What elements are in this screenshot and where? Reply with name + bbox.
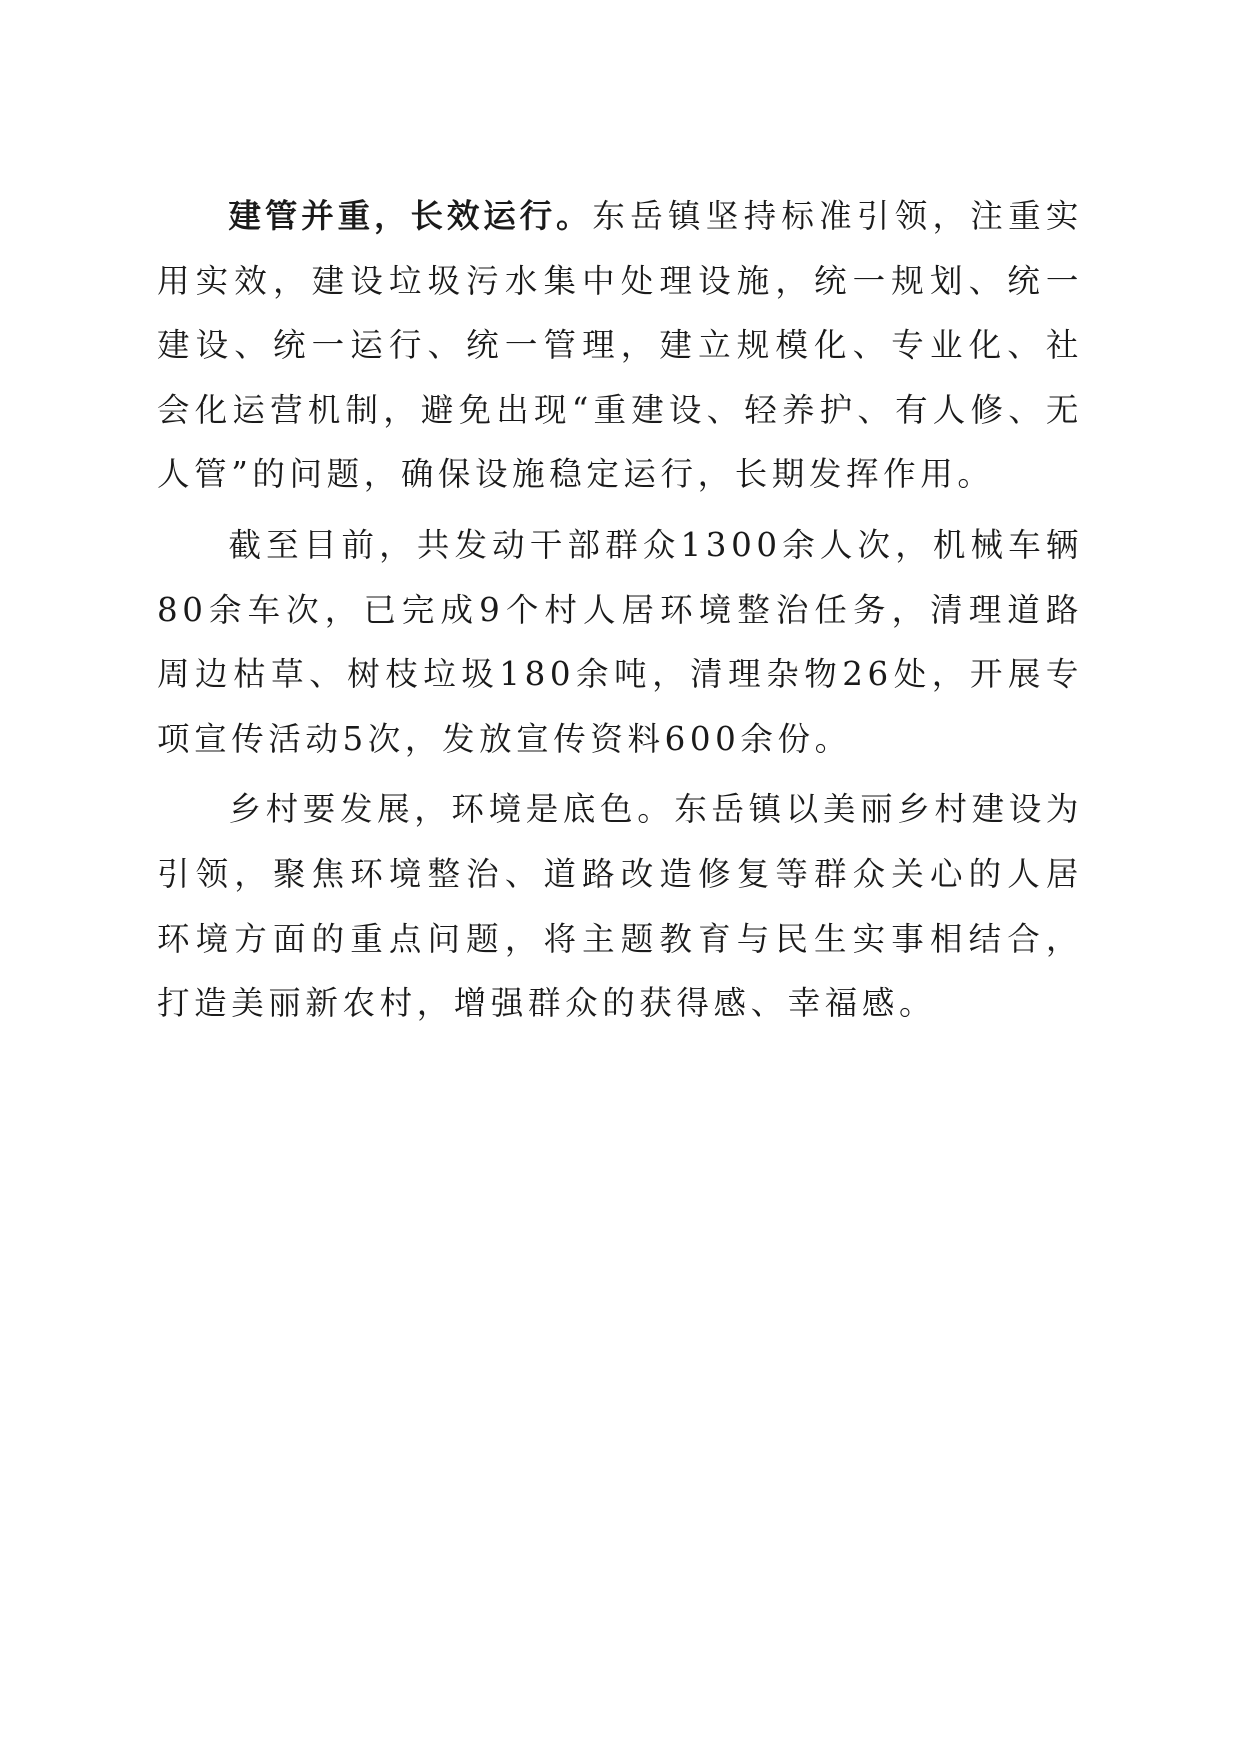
- paragraph-3: [157, 777, 1083, 1035]
- paragraph-2: [157, 513, 1083, 771]
- document-body: [157, 184, 1083, 1042]
- paragraph-1-lead: 建管并重，长效运行。: [228, 196, 593, 235]
- paragraph-2-text: 截至目前，共发动干部群众1300余人次，机械车辆80余车次，已完成9个村人居环境整治任务，清理道路周边枯草、树枝垃圾180余吨，清理杂物26处，开展专项宣传活动5次，发放宣传资料600余份。: [157, 525, 1083, 758]
- paragraph-1-text: 东岳镇坚持标准引领，注重实用实效，建设垃圾污水集中处理设施，统一规划、统一建设、统一运行、统一管理，建立规模化、专业化、社会化运营机制，避免出现“重建设、轻养护、有人修、无人管”的问题，确保设施稳定运行，长期发挥作用。: [157, 197, 1083, 494]
- paragraph-1: [157, 184, 1083, 507]
- paragraph-3-text: 乡村要发展，环境是底色。东岳镇以美丽乡村建设为引领，聚焦环境整治、道路改造修复等群众关心的人居环境方面的重点问题，将主题教育与民生实事相结合，打造美丽新农村，增强群众的获得感、幸福感。: [157, 790, 1083, 1023]
